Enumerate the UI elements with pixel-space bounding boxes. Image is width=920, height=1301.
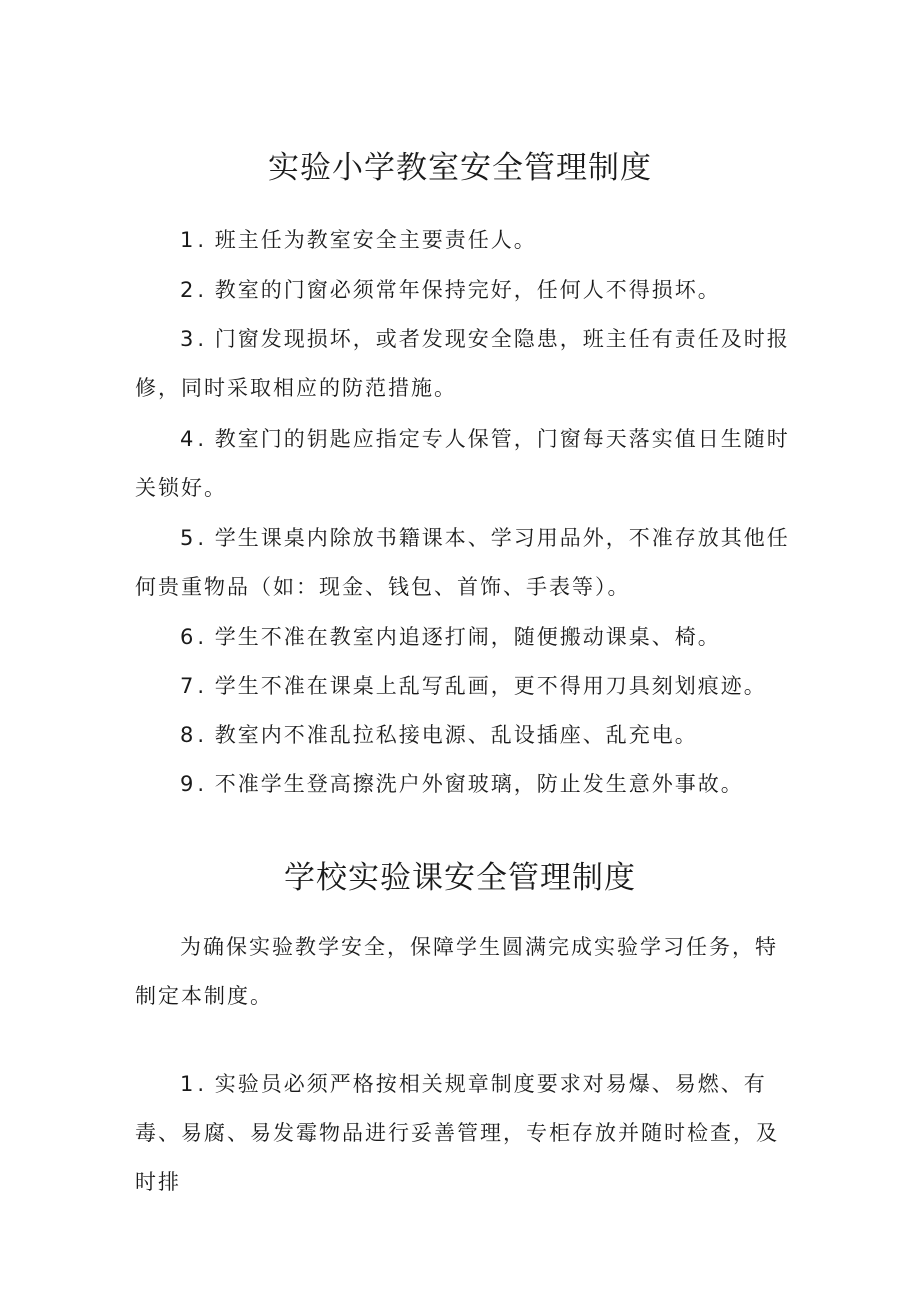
rule-item [135, 315, 795, 413]
rule-number: 1 [180, 228, 194, 252]
rule-number: 5 [180, 526, 194, 550]
rule-number: 7 [180, 674, 194, 698]
rule-number: 8 [180, 723, 194, 747]
rule-item [135, 266, 795, 315]
section-title: 学校实验课安全管理制度 [284, 860, 636, 896]
rule-number: 1 [180, 1072, 194, 1096]
rule-text: . 学生不准在课桌上乱写乱画，更不得用刀具刻划痕迹。 [197, 674, 767, 698]
rule-text: . 教室内不准乱拉私接电源、乱设插座、乱充电。 [197, 723, 698, 747]
rule-text: . 门窗发现损坏，或者发现安全隐患，班主任有责任及时报修，同时采取相应的防范措施。 [135, 327, 790, 400]
rule-text: . 教室的门窗必须常年保持完好，任何人不得损坏。 [197, 278, 721, 302]
rule-text: . 实验员必须严格按相关规章制度要求对易爆、易燃、有毒、易腐、易发霉物品进行妥善管理，专柜存放并随时检查，及时排 [135, 1072, 779, 1194]
rule-number: 2 [180, 278, 194, 302]
rule-item [135, 760, 795, 809]
rule-text: . 学生课桌内除放书籍课本、学习用品外，不准存放其他任何贵重物品（如：现金、钱包、首饰、手表等）。 [135, 526, 790, 599]
rule-text: . 不准学生登高擦洗户外窗玻璃，防止发生意外事故。 [197, 772, 744, 796]
rule-number: 4 [180, 427, 194, 451]
rule-number: 3 [180, 327, 194, 351]
rule-text: . 教室门的钥匙应指定专人保管，门窗每天落实值日生随时关锁好。 [135, 427, 790, 500]
rule-item [135, 613, 795, 662]
rule-text: . 班主任为教室安全主要责任人。 [197, 228, 537, 252]
rule-item [135, 514, 795, 612]
rule-item [135, 1060, 795, 1207]
page-title: 实验小学教室安全管理制度 [268, 150, 652, 186]
rule-number: 9 [180, 772, 194, 796]
intro-paragraph: 为确保实验教学安全，保障学生圆满完成实验学习任务，特制定本制度。 [135, 935, 778, 1008]
rule-item [135, 216, 795, 265]
rule-item [135, 662, 795, 711]
rule-text: . 学生不准在教室内追逐打闹，随便搬动课桌、椅。 [197, 625, 721, 649]
rule-item [135, 415, 795, 513]
rule-number: 6 [180, 625, 194, 649]
rule-item [135, 711, 795, 760]
